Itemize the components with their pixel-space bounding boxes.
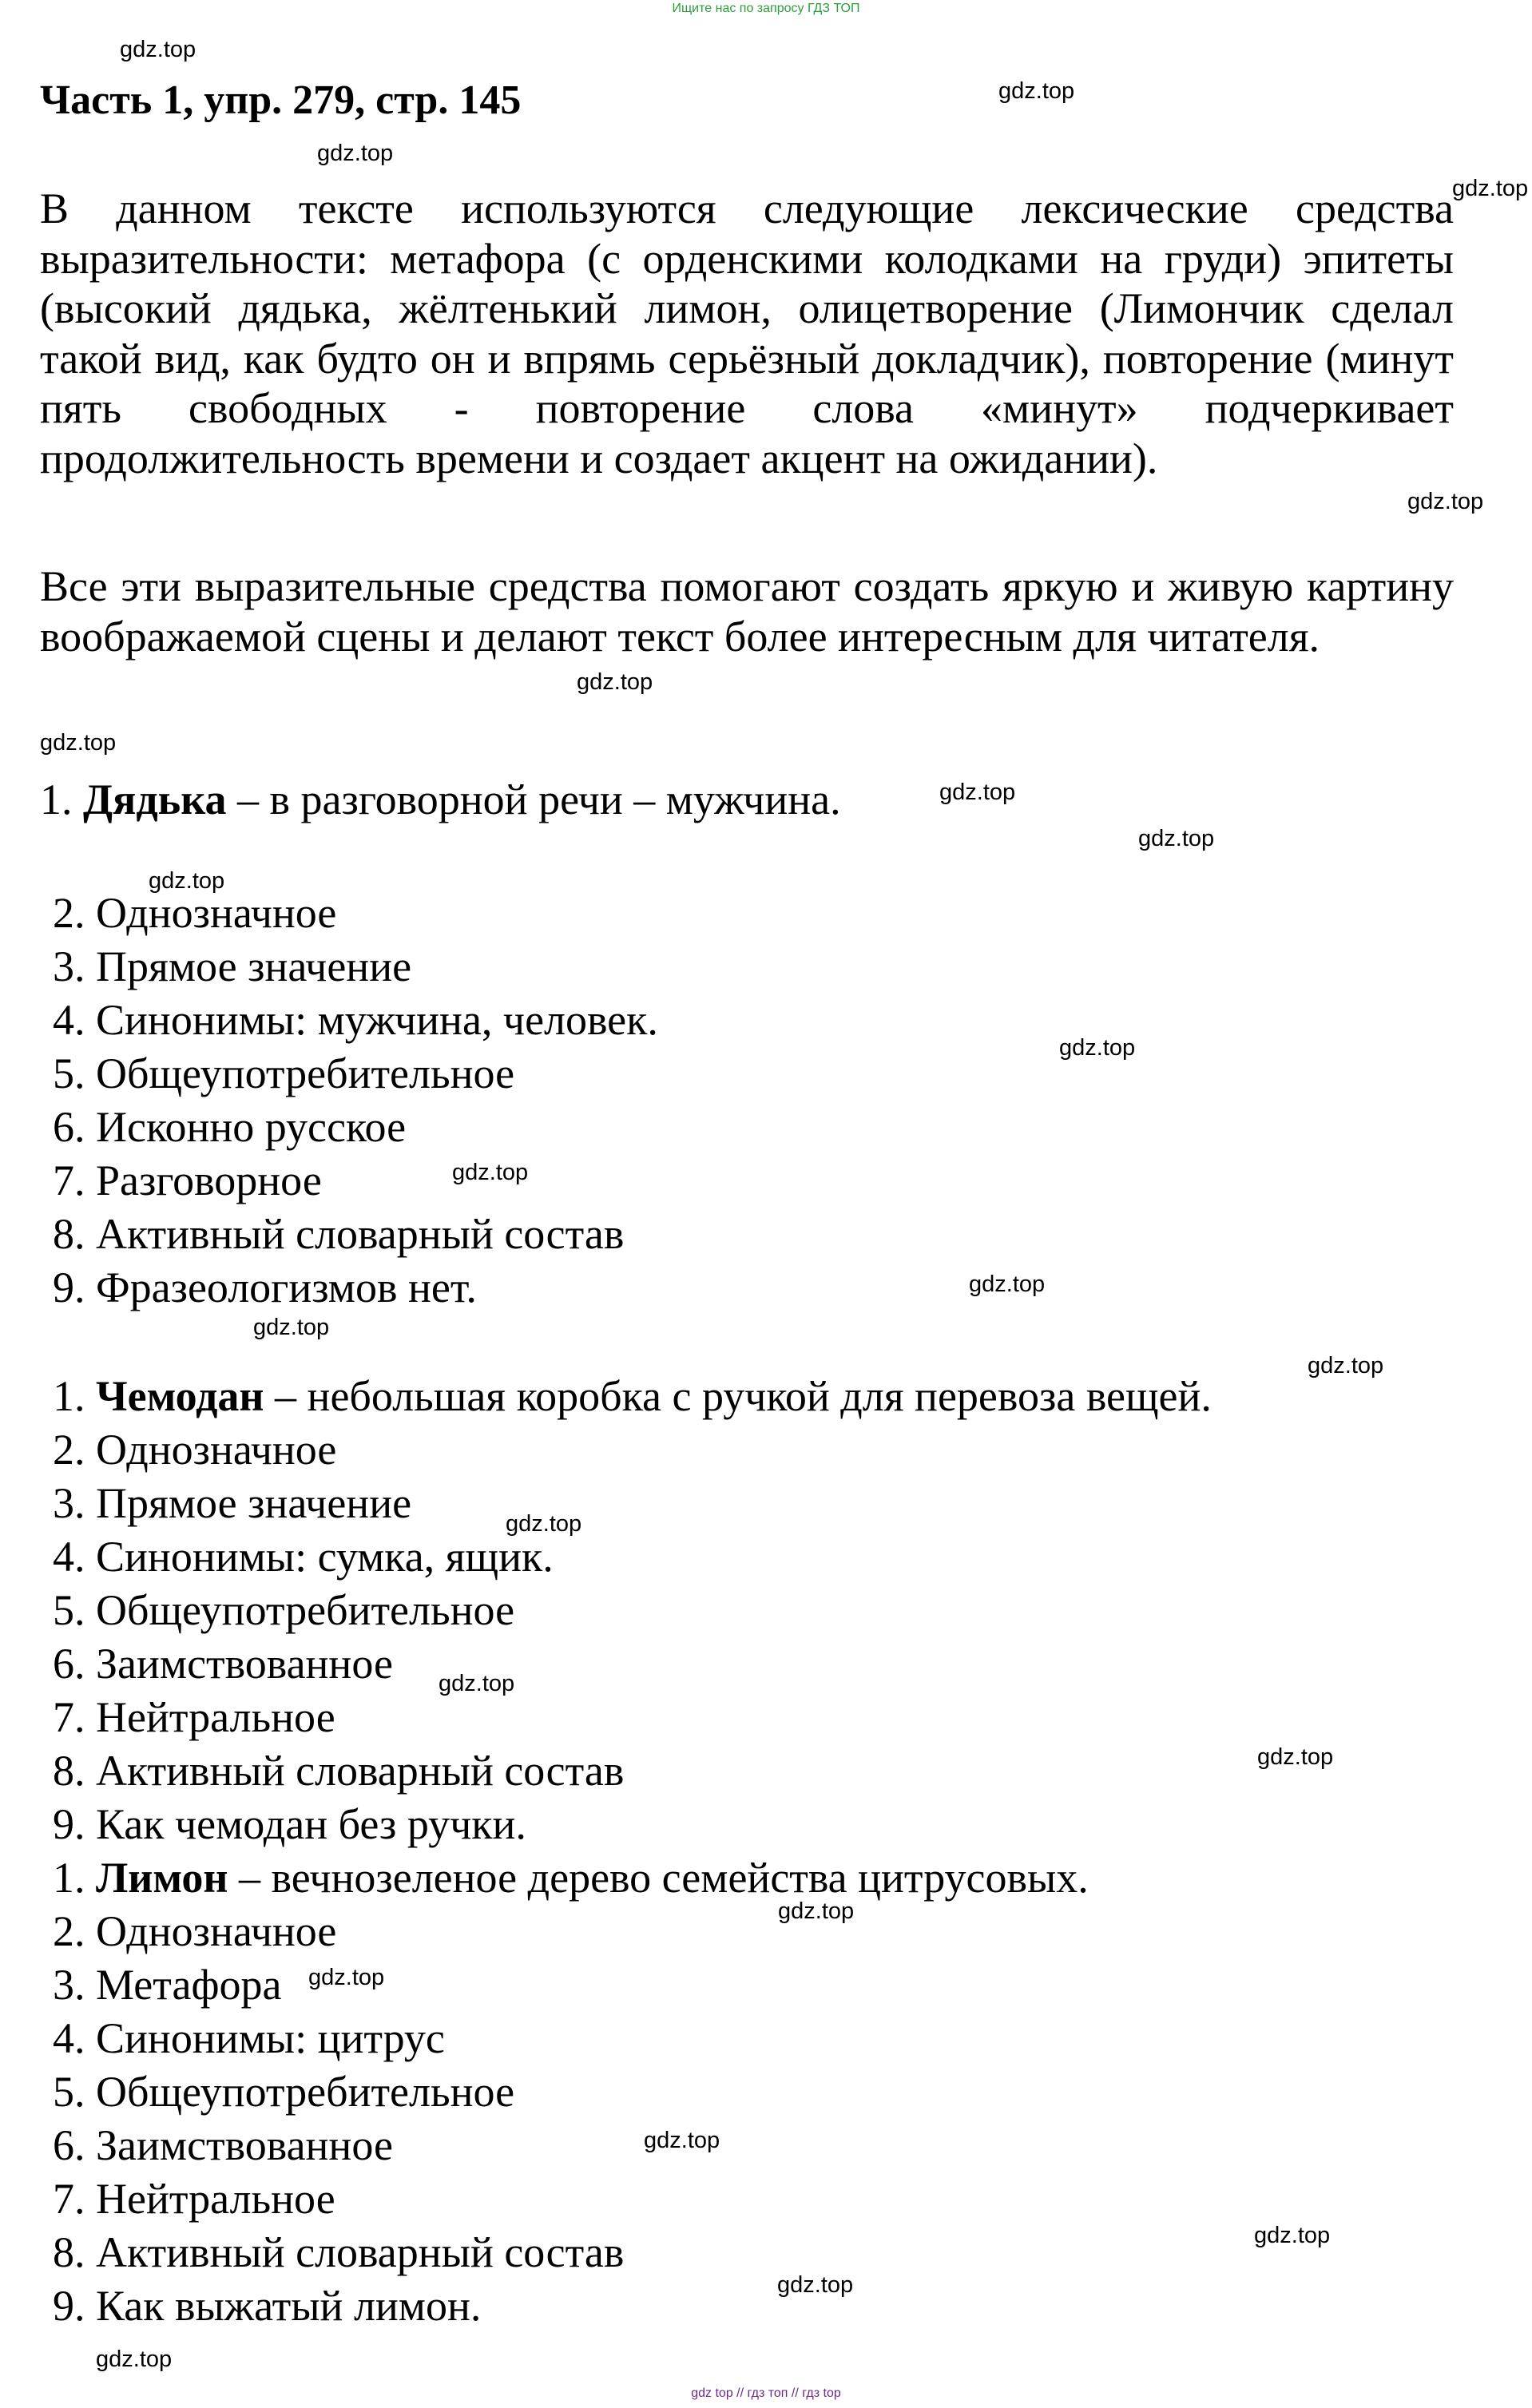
list-item: 2. Однозначное (53, 1426, 337, 1474)
list-item: 5. Общеупотребительное (53, 1049, 515, 1097)
footer-separator: // (791, 2386, 799, 2400)
list-item: 7. Разговорное (53, 1156, 322, 1204)
list-item: 6. Заимствованное (53, 1640, 393, 1688)
list-item: 2. Однозначное (53, 889, 337, 937)
list-item: 6. Заимствованное (53, 2121, 393, 2169)
entry-definition: 1. Чемодан – небольшая коробка с ручкой для перевоза вещей. (53, 1372, 1212, 1420)
list-item: 8. Активный словарный состав (53, 2228, 625, 2276)
entry-definition-text: – в разговорной речи – мужчина. (226, 776, 841, 823)
entry-list (53, 887, 658, 1315)
list-item: 9. Как выжатый лимон. (53, 2282, 482, 2330)
page-title: Часть 1, упр. 279, стр. 145 (40, 77, 522, 123)
watermark: gdz.top (439, 1671, 515, 1696)
watermark: gdz.top (452, 1160, 529, 1185)
entry-list (53, 1370, 1212, 2333)
list-item: 5. Общеупотребительное (53, 1586, 515, 1634)
watermark: gdz.top (1407, 489, 1484, 514)
paragraph-conclusion: Все эти выразительные средства помогают создать яркую и живую картину воображаемой сцены и делают текст более интересным для читателя. (40, 562, 1454, 661)
list-item: 8. Активный словарный состав (53, 1210, 625, 1258)
watermark: gdz.top (253, 1315, 330, 1340)
paragraph-devices: В данном тексте используются следующие лексические средства выразительности: метафора (с орденскими колодками на груди) эпитеты (высокий дядька, жёлтенький лимон, олицетворение (Лимончик сделал такой вид, как будто он и впрямь серьёзный докладчик), повторение (минут пять свободных - повторение слова «минут» подчеркивает продолжительность времени и создает акцент на ожидании). (40, 184, 1454, 482)
list-item: 7. Нейтральное (53, 2175, 335, 2223)
list-item: 4. Синонимы: цитрус (53, 2014, 445, 2062)
watermark: gdz.top (317, 141, 394, 166)
entry-word: Лимон (96, 1854, 228, 1902)
watermark: gdz.top (96, 2347, 173, 2372)
list-item: 3. Прямое значение (53, 1479, 412, 1527)
entry-word: Дядька (83, 776, 227, 823)
watermark: gdz.top (969, 1271, 1046, 1297)
watermark: gdz.top (577, 669, 653, 695)
list-item: 4. Синонимы: сумка, ящик. (53, 1533, 554, 1581)
watermark: gdz.top (506, 1511, 582, 1537)
list-item: 2. Однозначное (53, 1907, 337, 1955)
list-item: 7. Нейтральное (53, 1693, 335, 1741)
watermark: gdz.top (939, 780, 1016, 805)
list-item: 9. Как чемодан без ручки. (53, 1800, 526, 1848)
footer-link[interactable]: гдз топ (747, 2386, 788, 2400)
watermark: gdz.top (40, 730, 117, 756)
list-item: 3. Метафора (53, 1961, 282, 2009)
footer-separator: // (736, 2386, 744, 2400)
watermark: gdz.top (149, 868, 225, 894)
watermark: gdz.top (778, 1898, 855, 1924)
footer-links (0, 2386, 1532, 2401)
watermark: gdz.top (1254, 2223, 1331, 2248)
list-item: 3. Прямое значение (53, 942, 412, 990)
entry-definition-text: – небольшая коробка с ручкой для перевоза вещей. (264, 1372, 1212, 1420)
watermark: gdz.top (120, 37, 196, 62)
entry-definition: 1. Лимон – вечнозеленое дерево семейства цитрусовых. (53, 1854, 1089, 1902)
watermark: gdz.top (1452, 176, 1529, 201)
list-item: 6. Исконно русское (53, 1103, 407, 1151)
watermark: gdz.top (777, 2272, 854, 2298)
watermark: gdz.top (644, 2128, 720, 2153)
footer-link[interactable]: gdz top (691, 2386, 733, 2400)
watermark: gdz.top (1059, 1035, 1136, 1061)
watermark: gdz.top (1138, 826, 1215, 851)
list-item: 5. Общеупотребительное (53, 2068, 515, 2116)
watermark: gdz.top (1257, 1744, 1334, 1770)
entry-definition: 1. Дядька – в разговорной речи – мужчина. (40, 776, 841, 823)
footer-link[interactable]: гдз top (802, 2386, 841, 2400)
list-item: 8. Активный словарный состав (53, 1747, 625, 1795)
entry-word: Чемодан (96, 1372, 264, 1420)
top-notice: Ищите нас по запросу ГДЗ ТОП (672, 2, 860, 15)
entry-definition-text: – вечнозеленое дерево семейства цитрусовых. (228, 1854, 1089, 1902)
watermark: gdz.top (1308, 1353, 1384, 1379)
list-item: 4. Синонимы: мужчина, человек. (53, 996, 658, 1044)
watermark: gdz.top (998, 78, 1075, 104)
watermark: gdz.top (308, 1965, 385, 1990)
list-item: 9. Фразеологизмов нет. (53, 1264, 477, 1311)
